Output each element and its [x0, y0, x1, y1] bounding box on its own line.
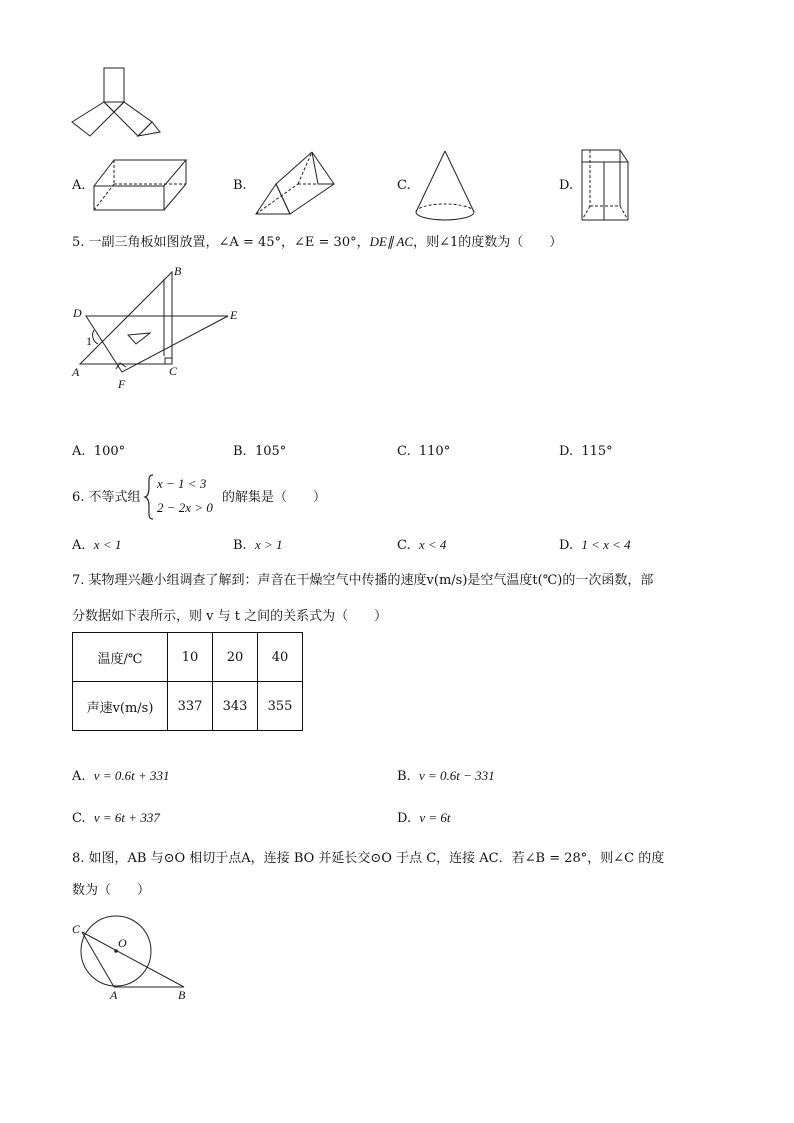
q6-option-c[interactable]: C. x < 4: [397, 537, 447, 553]
q5-label-d: D: [73, 306, 82, 320]
q5-option-d[interactable]: D. 115°: [559, 444, 613, 459]
table-row: [73, 633, 303, 682]
q8-stem-line2: 数为（ ）: [72, 883, 151, 898]
q5-stem-post: ，则∠1的度数为（ ）: [413, 235, 563, 250]
table-cell: 20: [213, 633, 258, 682]
q5-label-f: F: [118, 377, 126, 391]
q8-label-b: B: [178, 988, 186, 1002]
table-row: [73, 682, 303, 731]
table-cell: 343: [213, 682, 258, 731]
q5-label-a: A: [72, 365, 80, 379]
q5-triangle-figure: [70, 268, 260, 396]
q8-label-a: A: [110, 988, 118, 1002]
q5-stem-pre: 5. 一副三角板如图放置，∠A = 45°，∠E = 30°，: [72, 235, 370, 250]
q5-parallel: DE∥ AC: [369, 234, 414, 249]
table-cell: 40: [258, 633, 303, 682]
q5-label-e: E: [230, 308, 238, 322]
table-header-speed: 声速v(m/s): [73, 682, 168, 731]
table-header-temp: 温度/℃: [73, 633, 168, 682]
q5-stem: [72, 233, 562, 252]
q5-label-b: B: [174, 264, 182, 278]
q8-label-c: C: [72, 922, 81, 936]
q8-stem-line1: 8. 如图，AB 与⊙O 相切于点A，连接 BO 并延长交⊙O 于点 C，连接 AC．若∠B = 28°，则∠C 的度: [72, 851, 665, 866]
q6-stem-post: 的解集是（ ）: [222, 490, 327, 505]
q6-option-a[interactable]: A. x < 1: [72, 537, 122, 553]
q5-option-c[interactable]: C. 110°: [397, 444, 451, 459]
q7-option-a[interactable]: A. v = 0.6t + 331: [72, 768, 170, 784]
q8-circle-figure: [74, 918, 194, 994]
q7-option-d[interactable]: D. v = 6t: [397, 810, 451, 826]
q4-option-c-cone: [414, 148, 478, 224]
q5-option-a[interactable]: A. 100°: [72, 444, 126, 459]
q8-label-o: O: [118, 936, 127, 950]
q6-line1: x − 1 < 3: [157, 476, 207, 491]
q4-option-b-prism: [252, 150, 338, 216]
q6-option-b[interactable]: B. x > 1: [233, 537, 283, 553]
q6-line2: 2 − 2x > 0: [157, 500, 213, 515]
q4-option-a-cuboid: [90, 156, 190, 212]
q4-option-d-prism: [576, 146, 632, 224]
q6-stem-pre: 6. 不等式组: [72, 490, 141, 505]
q5-label-c: C: [169, 364, 178, 378]
q4-option-a-label: A.: [72, 178, 86, 193]
table-cell: 10: [168, 633, 213, 682]
q4-option-c-label: C.: [397, 178, 411, 193]
q7-data-table: [72, 632, 303, 731]
q7-stem-line1: 7. 某物理兴趣小组调查了解到：声音在干燥空气中传播的速度v(m/s)是空气温度t(℃)的一次函数，部: [72, 573, 654, 588]
q5-option-b[interactable]: B. 105°: [233, 444, 287, 459]
q4-option-b-label: B.: [233, 178, 247, 193]
q4-net-figure: [68, 66, 168, 138]
q4-option-d-label: D.: [559, 178, 574, 193]
table-cell: 337: [168, 682, 213, 731]
q7-stem-line2: 分数据如下表所示，则 v 与 t 之间的关系式为（ ）: [72, 609, 388, 624]
table-cell: 355: [258, 682, 303, 731]
q5-label-1: 1: [86, 334, 92, 348]
q6-option-d[interactable]: D. 1 < x < 4: [559, 537, 631, 553]
q7-option-c[interactable]: C. v = 6t + 337: [72, 810, 160, 826]
q7-option-b[interactable]: B. v = 0.6t − 331: [397, 768, 495, 784]
q6-brace: [144, 474, 154, 520]
